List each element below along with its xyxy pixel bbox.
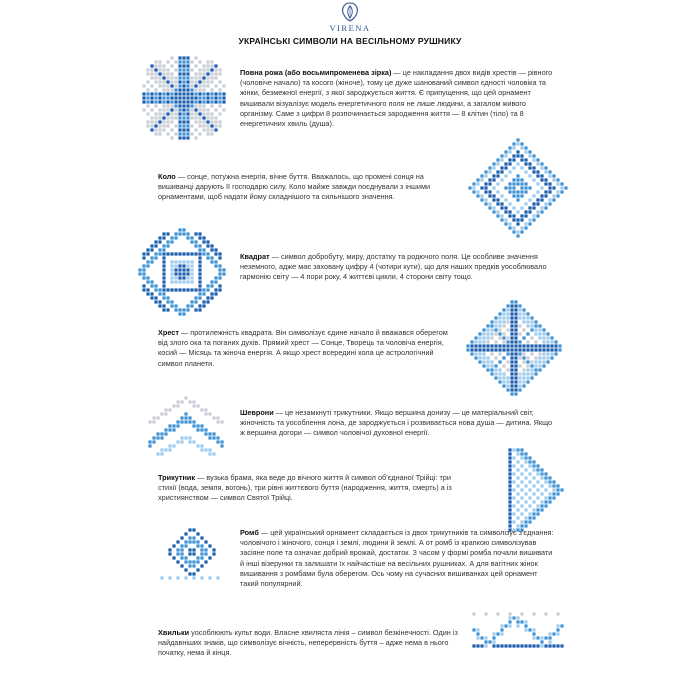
section-term: Квадрат (240, 252, 270, 261)
section-term: Повна рожа (або восьмипроменева зірка) (240, 68, 392, 77)
cross-icon (462, 296, 566, 400)
section-term: Трикутник (158, 473, 196, 482)
section-circle (158, 172, 458, 203)
section-term: Хвильки (158, 628, 190, 637)
section-text: уособлюють культ води. Власне хвиляста лінія – символ безкінечності. Один із найдавніших знаків, що символізує вічність, неперервність буття – адже нема в нього початку, нема й кінця. (158, 628, 458, 658)
section-text: — вузька брама, яка веде до вічного життя й символ об'єднаної Трійці: три стихії (вода, земля, вогонь), три рівні життєвого буття (народження, життя, смерть) а із християнством — символ Святої Трійці. (158, 473, 452, 503)
section-rose (240, 68, 558, 129)
rose-icon (138, 52, 232, 146)
section-triangle (158, 473, 463, 504)
logo-emblem-icon (339, 2, 361, 22)
section-term: Ромб (240, 528, 259, 537)
page-title: УКРАЇНСЬКІ СИМВОЛИ НА ВЕСІЛЬНОМУ РУШНИКУ (238, 36, 462, 46)
section-chevrons (240, 408, 558, 439)
section-text: — символ добробуту, миру, достатку та родючого поля. Це особливе значення неземного, адже має заховану цифру 4 (чотири кути), що для наших предків уособлювало гармонію світу — 4 пори року, 4 життєві цикли, 4 сторони світу тощо. (240, 252, 547, 282)
brand-logo (320, 2, 380, 33)
section-term: Хрест (158, 328, 179, 337)
section-cross (158, 328, 458, 369)
triangle-icon (508, 448, 568, 534)
section-waves (158, 628, 464, 659)
circle-icon (468, 138, 568, 238)
section-text: — сонце, потужна енергія, вічне буття. Вважалось, що промені сонця на вишиванці дарують її господарю силу. Коло майже завжди поєднували з іншими орнаментами, щоб надати йому складнішого та сильнішого значення. (158, 172, 431, 202)
chevron-icon (148, 380, 224, 456)
waves-icon (472, 612, 564, 648)
section-rhombus (240, 528, 558, 589)
rhombus-icon (160, 524, 224, 580)
section-text: — протилежність квадрата. Він символізує єдине начало й вважався оберегом від злого ока та поганих духів. Прямий хрест — Сонце, Творець та чоловіча енергія, косий — Місяць та жіноча енергія. А якщо хрест всередині кола це астрологічний символ планети. (158, 328, 448, 368)
section-square (240, 252, 558, 283)
section-term: Шеврони (240, 408, 274, 417)
section-text: — цей український орнамент складається із двох трикутників та символізує з'єднання: чоловічого і жіночого, сонця і землі, людини й землі. А от ромб із крапкою символізував засіяне поле та означає добрий врожай, достаток. З часом у формі ромба почали вишивати й інші візерунки та залишати їх найчастіше на весільних рушниках. А для вагітних жінок вишивання з ромбами була оберегом. Ось чому на сучасних вишиванках цей орнамент такий популярний. (240, 528, 554, 589)
section-text: — це накладання двох видів хрестів — рівного (чоловіче начало) та косого (жіноче), тому це дуже шанований символ єдності чоловіка та жінки, безмежної енергії, з якої зароджується життя. Є припущення, що цей орнамент вишивали візуалізує модель енергетичного поля не лише людини, а загалом живого організму. Саме з цифри 8 розпочинається зародження життя — 8 клітин (тіло) та 8 енергетичних хвиль (душа). (240, 68, 553, 129)
logo-text: VIRENA (329, 23, 371, 33)
section-term: Коло (158, 172, 176, 181)
square-icon (138, 228, 228, 318)
section-text: — це незамкнуті трикутники. Якщо вершина донизу — це матеріальний світ, жіночність та уособлення лона, де зароджується і розвивається нова душа — дитина. Якщо ж вершина догори — символ чоловічої духовної енергії. (240, 408, 553, 438)
